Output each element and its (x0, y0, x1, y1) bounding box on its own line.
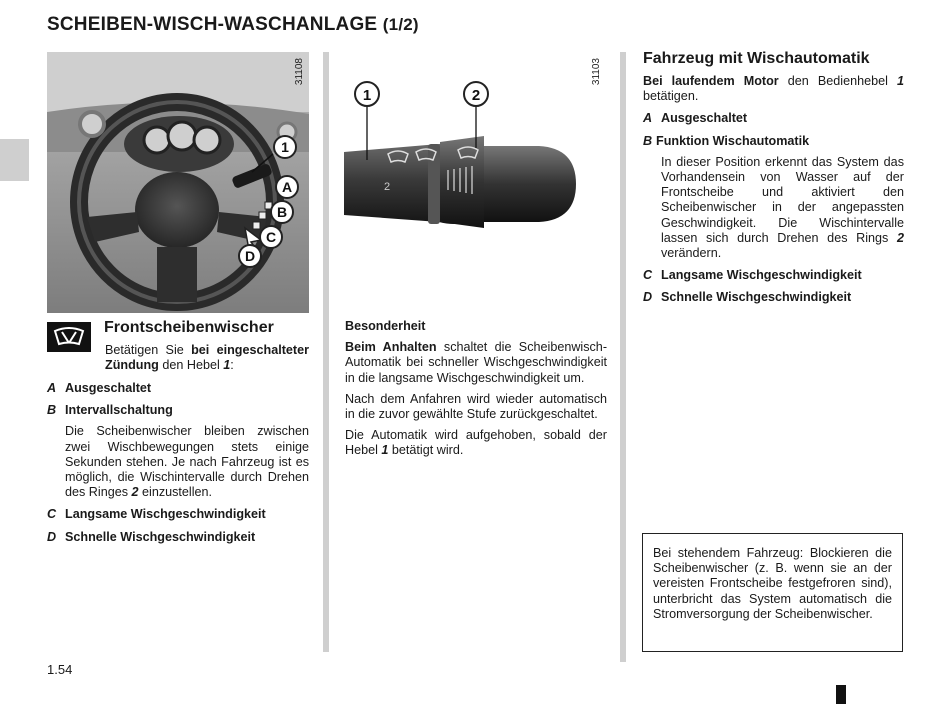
lever-illustration (344, 70, 584, 230)
svg-text:B: B (276, 204, 288, 220)
svg-text:A: A (281, 179, 293, 195)
right-item-d: D Schnelle Wischgeschwindigkeit (643, 290, 852, 305)
left-item-b-description: Die Scheibenwischer bleiben zwischen zwei Wischbewegungen stets einige Sekunden stehen. Je nach Fahrzeug ist es möglich, die Wischintervalle durch Drehen des Ringes 2 einzustellen. (65, 424, 309, 500)
right-item-c: C Langsame Wischgeschwindigkeit (643, 268, 862, 283)
note-box (642, 533, 903, 652)
page-title: SCHEIBEN-WISCH-WASCHANLAGE (1/2) (47, 14, 419, 35)
svg-text:1: 1 (281, 139, 289, 155)
left-list (47, 381, 309, 545)
left-item-d: D Schnelle Wischgeschwindigkeit (47, 529, 256, 544)
heading-besonderheit: Besonderheit (345, 319, 426, 333)
svg-text:D: D (244, 248, 256, 264)
left-item-b: B Intervallschaltung (47, 403, 173, 418)
steering-wheel-photo (47, 52, 309, 313)
svg-text:2: 2 (384, 181, 391, 193)
page-number: 1.54 (47, 662, 73, 677)
image-number-middle: 31103 (591, 58, 602, 86)
right-item-b: B Funktion Wischautomatik (643, 133, 810, 148)
middle-paragraph-1: Beim Anhalten schaltet die Scheibenwisch-Automatik bei schneller Wischgeschwindigkeit in die langsame Wischgeschwindigkeit um. (345, 340, 608, 385)
column-separator-right (620, 52, 626, 662)
right-intro: Bei laufendem Motor den Bedienhebel 1 betätigen. (643, 74, 904, 104)
svg-text:1: 1 (362, 87, 372, 104)
middle-paragraph-2: Nach dem Anfahren wird wieder automatisch in die zuvor gewählte Stufe zurückgeschaltet. (345, 391, 607, 422)
right-item-a: A Ausgeschaltet (643, 111, 748, 126)
steering-wheel-illustration (47, 52, 309, 313)
middle-text (345, 319, 607, 459)
page-part: (1/2) (382, 15, 419, 34)
left-item-a: A Ausgeschaltet (47, 381, 152, 395)
page-corner-mark (836, 685, 846, 704)
middle-paragraph-3: Die Automatik wird aufgehoben, sobald der Hebel 1 betätigt wird. (345, 428, 607, 458)
left-intro: Betätigen Sie bei eingeschalteter Zündung den Hebel 1: (105, 343, 309, 373)
right-item-b-description: In dieser Position erkennt das System das Vorhandensein von Wasser auf der Frontscheibe und aktiviert den Scheibenwischer in der angepassten Geschwindigkeit. Die Wischintervalle lassen sich durch Drehen des Rings 2 verändern. (661, 154, 904, 261)
heading-wischautomatik: Fahrzeug mit Wischautomatik (643, 50, 870, 67)
note-text: Bei stehendem Fahrzeug: Blockieren die Scheibenwischer (z. B. wenn sie an der vereisten Frontscheibe festgefroren sind), unterbricht das System automatisch die Stromversorgung der Scheibenwischer. (653, 546, 892, 621)
left-item-c: C Langsame Wischgeschwindigkeit (47, 507, 266, 522)
right-text (643, 74, 904, 306)
column-separator-left (323, 52, 329, 652)
heading-frontscheibenwischer: Frontscheibenwischer (104, 319, 274, 336)
svg-text:C: C (265, 229, 277, 245)
image-number-left: 31108 (294, 58, 305, 86)
section-tab-marker (0, 139, 29, 181)
svg-text:2: 2 (471, 87, 481, 104)
